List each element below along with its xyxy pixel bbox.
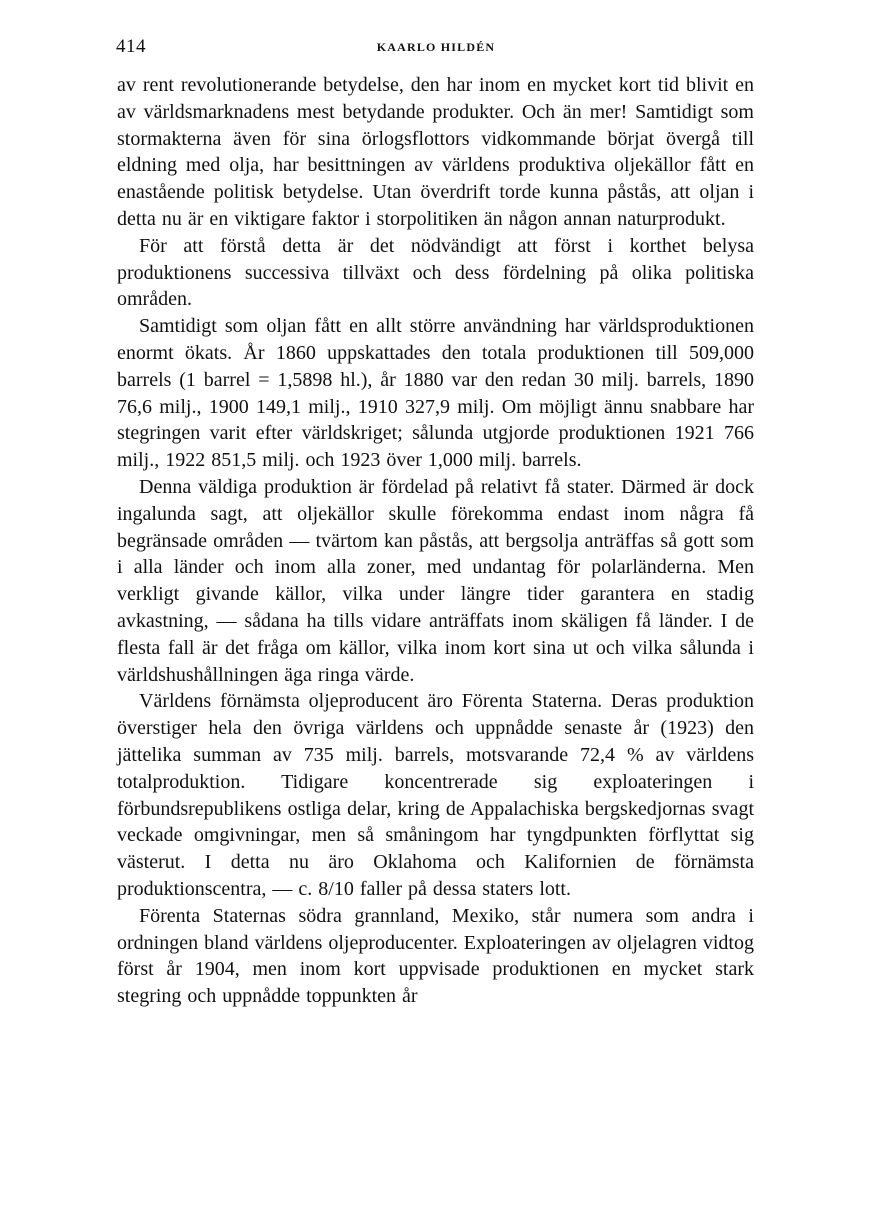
- running-head: [116, 36, 756, 60]
- running-title: KAARLO HILDÉN: [376, 40, 496, 54]
- paragraph-continuation: av rent revolutionerande betydelse, den har inom en mycket kort tid blivit en av världsmarknadens mest betydande produkter. Och än mer! Samtidigt som stormakterna även för sina örlogsflottors vidkommande börjat övergå till eldning med olja, har besittningen av världens produktiva oljekällor fått en enastående politisk betydelse. Utan överdrift torde kunna påstås, att oljan i detta nu är en viktigare faktor i storpolitiken än någon annan naturprodukt.: [117, 74, 754, 230]
- paragraph-distribution: Denna väldiga produktion är fördelad på relativt få stater. Därmed är dock ingalunda sagt, att oljekällor skulle förekomma endast inom några få begränsade områden — tvärtom kan påstås, att bergsolja anträffas så gott som i alla länder och inom alla zoner, med undantag för polarländerna. Men verkligt givande källor, vilka under längre tider garantera en stadig avkastning, — sådana ha tills vidare anträffats inom skäligen få länder. I de flesta fall är det fråga om källor, vilka inom kort sina ut och vilka sålunda i världshushållningen äga ringa värde.: [117, 475, 754, 686]
- body-text: [117, 72, 754, 1010]
- paragraph-mexico: Förenta Staternas södra grannland, Mexiko, står numera som andra i ordningen bland världens oljeproducenter. Exploateringen av oljelagren vidtog först år 1904, men inom kort uppvisade produktionen en mycket stark stegring och uppnådde toppunkten år: [117, 904, 754, 1008]
- paragraph-growth-intro: För att förstå detta är det nödvändigt att först i korthet belysa produktionens successiva tillväxt och dess fördelning på olika politiska områden.: [117, 234, 754, 311]
- paragraph-world-production: Samtidigt som oljan fått en allt större användning har världsproduktionen enormt ökats. År 1860 uppskattades den totala produktionen till 509,000 barrels (1 barrel = 1,5898 hl.), år 1880 var den redan 30 milj. barrels, 1890 76,6 milj., 1900 149,1 milj., 1910 327,9 milj. Om möjligt ännu snabbare har stegringen varit efter världskriget; sålunda utgjorde produktionen 1921 766 milj., 1922 851,5 milj. och 1923 över 1,000 milj. barrels.: [117, 315, 754, 472]
- page-number: 414: [116, 36, 146, 57]
- paragraph-united-states: Världens förnämsta oljeproducent äro Förenta Staterna. Deras produktion överstiger hela den övriga världens och uppnådde senaste år (1923) den jättelika summan av 735 milj. barrels, motsvarande 72,4 % av världens totalproduktion. Tidigare koncentrerade sig exploateringen i förbundsrepublikens ostliga delar, kring de Appalachiska bergskedjornas svagt veckade omgivningar, men så småningom har tyngdpunkten förflyttat sig västerut. I detta nu äro Oklahoma och Kalifornien de förnämsta produktionscentra, — c. 8/10 faller på dessa staters lott.: [117, 690, 754, 900]
